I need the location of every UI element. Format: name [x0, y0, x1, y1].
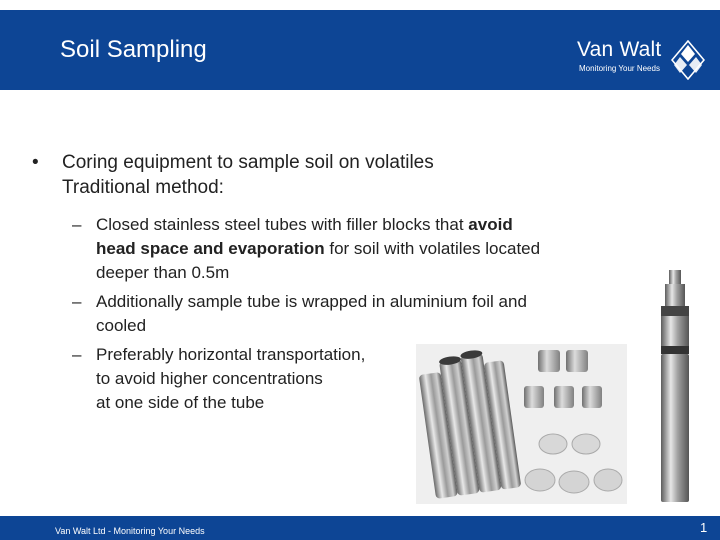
bullet-dot: •: [32, 152, 39, 173]
sub1-line-3: deeper than 0.5m: [96, 263, 230, 282]
sub-dash: –: [72, 215, 82, 234]
sub1-text: Closed stainless steel tubes with filler blocks that: [96, 215, 469, 234]
sub-dash: –: [72, 292, 82, 311]
bullet-line-2: Traditional method:: [62, 177, 224, 198]
slide-title: Soil Sampling: [60, 36, 207, 63]
logo-tagline: Monitoring Your Needs: [579, 64, 660, 73]
header-bar: [0, 10, 720, 90]
sampling-tubes-photo: [416, 344, 627, 504]
soil-corer-photo: [647, 270, 703, 510]
logo-name: Van Walt: [577, 38, 662, 61]
sub3-line-1: Preferably horizontal transportation,: [96, 345, 366, 364]
sub2-line-1: Additionally sample tube is wrapped in aluminium foil and: [96, 292, 527, 311]
sub3-line-2: to avoid higher concentrations: [96, 369, 323, 388]
page-number: 1: [700, 520, 708, 535]
sub1-bold-2: head space and evaporation: [96, 239, 325, 258]
sub1-text-2: for soil with volatiles located: [324, 239, 541, 258]
footer-bar: [0, 516, 720, 540]
sub1-bold-1: avoid: [468, 215, 513, 234]
sub2-line-2: cooled: [96, 316, 147, 335]
bullet-line-1: Coring equipment to sample soil on volatiles: [62, 152, 434, 173]
sub3-line-3: at one side of the tube: [96, 393, 265, 412]
footer-text: Van Walt Ltd - Monitoring Your Needs: [55, 526, 205, 536]
van-walt-logo: [575, 38, 705, 80]
sub-dash: –: [72, 345, 82, 364]
diamond-logo-icon: [671, 40, 705, 80]
